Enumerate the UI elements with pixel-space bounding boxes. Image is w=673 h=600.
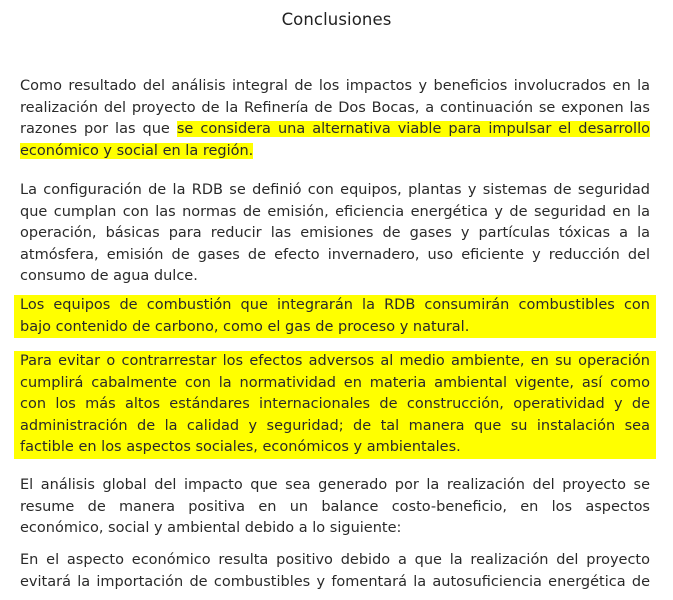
text-line: administración de la calidad y seguridad; de tal manera que su instalación sea — [20, 416, 650, 438]
highlighted-text: se considera una alternativa viable para impulsar el desarrollo — [176, 121, 650, 137]
text-segment: razones por las que — [20, 121, 177, 137]
text-line: Para evitar o contrarrestar los efectos adversos al medio ambiente, en su operación — [20, 351, 650, 373]
text-line: La configuración de la RDB se definió con equipos, plantas y sistemas de seguridad — [20, 182, 650, 198]
text-line: realización del proyecto de la Refinería de Dos Bocas, a continuación se exponen las — [20, 99, 650, 116]
highlighted-text: económico y social en la región. — [20, 142, 254, 159]
text-line: que cumplan con las normas de emisión, eficiencia energética y de seguridad en la — [20, 203, 650, 220]
text-line: resume de manera positiva en un balance costo-beneficio, en los aspectos — [20, 498, 650, 515]
paragraph-economic-aspect — [20, 550, 650, 593]
paragraph-environment-highlighted — [14, 351, 656, 459]
text-line: atmósfera, emisión de gases de efecto invernadero, uso eficiente y reducción del — [20, 246, 650, 263]
text-line: cumplirá cabalmente con la normatividad en materia ambiental vigente, así como — [20, 373, 650, 395]
paragraph-combustion-highlighted — [14, 295, 656, 338]
paragraph-configuration — [20, 180, 650, 288]
text-line: Como resultado del análisis integral de los impactos y beneficios involucrados en la — [20, 78, 650, 94]
text-line: evitará la importación de combustibles y fomentará la autosuficiencia energética de — [20, 573, 650, 590]
text-line — [20, 141, 650, 163]
paragraph-global-analysis — [20, 475, 650, 540]
text-line: operación, básicas para reducir las emisiones de gases y partículas tóxicas a la — [20, 225, 650, 241]
text-line: consumo de agua dulce. — [20, 268, 198, 284]
text-line: económico, social y ambiental debido a lo siguiente: — [20, 520, 402, 536]
text-line — [20, 119, 650, 141]
text-line: El análisis global del impacto que sea generado por la realización del proyecto se — [20, 477, 650, 493]
text-line: bajo contenido de carbono, como el gas de proceso y natural. — [20, 317, 650, 339]
text-line: con los más altos estándares internacionales de construcción, operatividad y de — [20, 394, 650, 416]
text-line: En el aspecto económico resulta positivo debido a que la realización del proyecto — [20, 552, 650, 568]
page-title: Conclusiones — [281, 10, 392, 29]
text-line: Los equipos de combustión que integrarán la RDB consumirán combustibles con — [20, 295, 650, 317]
text-line: factible en los aspectos sociales, económicos y ambientales. — [20, 437, 650, 459]
paragraph-intro — [20, 76, 650, 162]
